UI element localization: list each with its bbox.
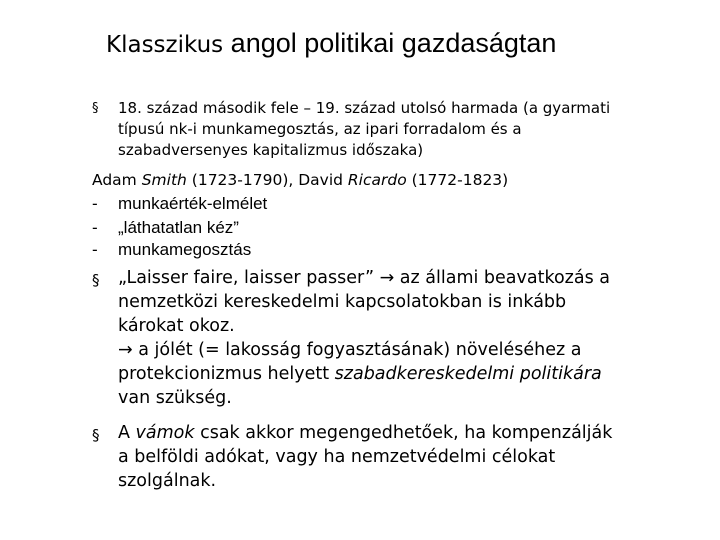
text-segment: csak akkor megengedhetőek, ha kompenzálják	[194, 423, 613, 443]
text-line: nemzetközi kereskedelmi kapcsolatokban is inkább	[118, 292, 567, 312]
author-ricardo-years: (1772-1823)	[406, 171, 509, 189]
bullet-period-text	[118, 98, 692, 161]
emphasis-free-trade: szabadkereskedelmi politikára	[334, 364, 602, 384]
text-line: → a jólét (= lakosság fogyasztásának) növeléséhez a	[118, 340, 582, 360]
text-line: a belföldi adókat, vagy ha nemzetvédelmi célokat	[118, 447, 556, 467]
bullet-marker: §	[92, 101, 99, 116]
author-ricardo-last: Ricardo	[347, 171, 407, 189]
dash-item-text: munkaérték-elmélet	[118, 194, 268, 213]
text-line	[118, 421, 692, 445]
slide-title	[106, 28, 556, 59]
text-line: „Laisser faire, laisser passer” → az állami beavatkozás a	[118, 268, 610, 288]
dash-item-text: munkamegosztás	[118, 240, 252, 259]
text-line: szabadversenyes kapitalizmus időszaka)	[118, 141, 424, 159]
text-line: van szükség.	[118, 388, 232, 408]
title-part-2: angol politikai gazdaságtan	[223, 28, 557, 58]
text-line: típusú nk-i munkamegosztás, az ipari forradalom és a	[118, 120, 522, 138]
dash-item-text: „láthatatlan kéz”	[118, 218, 239, 237]
bullet-tariffs-text	[118, 421, 692, 493]
dash-marker: -	[92, 240, 98, 259]
title-part-1: Klasszikus	[106, 32, 224, 58]
author-smith-last: Smith	[141, 171, 187, 189]
text-line: károkat okoz.	[118, 316, 235, 336]
bullet-laissez-faire-text	[118, 266, 692, 410]
text-line: 18. század második fele – 19. század utolsó harmada (a gyarmati	[118, 99, 611, 117]
bullet-marker: §	[92, 426, 100, 444]
dash-marker: -	[92, 218, 98, 237]
text-line	[118, 362, 692, 386]
author-smith-first: Adam	[92, 171, 142, 189]
emphasis-tariffs: vámok	[135, 423, 195, 443]
bullet-marker: §	[92, 271, 100, 289]
text-line: szolgálnak.	[118, 471, 217, 491]
author-smith-years: (1723-1790), David	[186, 171, 348, 189]
text-segment: A	[118, 423, 136, 443]
authors-line	[92, 170, 692, 191]
dash-marker: -	[92, 194, 98, 213]
text-segment: protekcionizmus helyett	[118, 364, 335, 384]
